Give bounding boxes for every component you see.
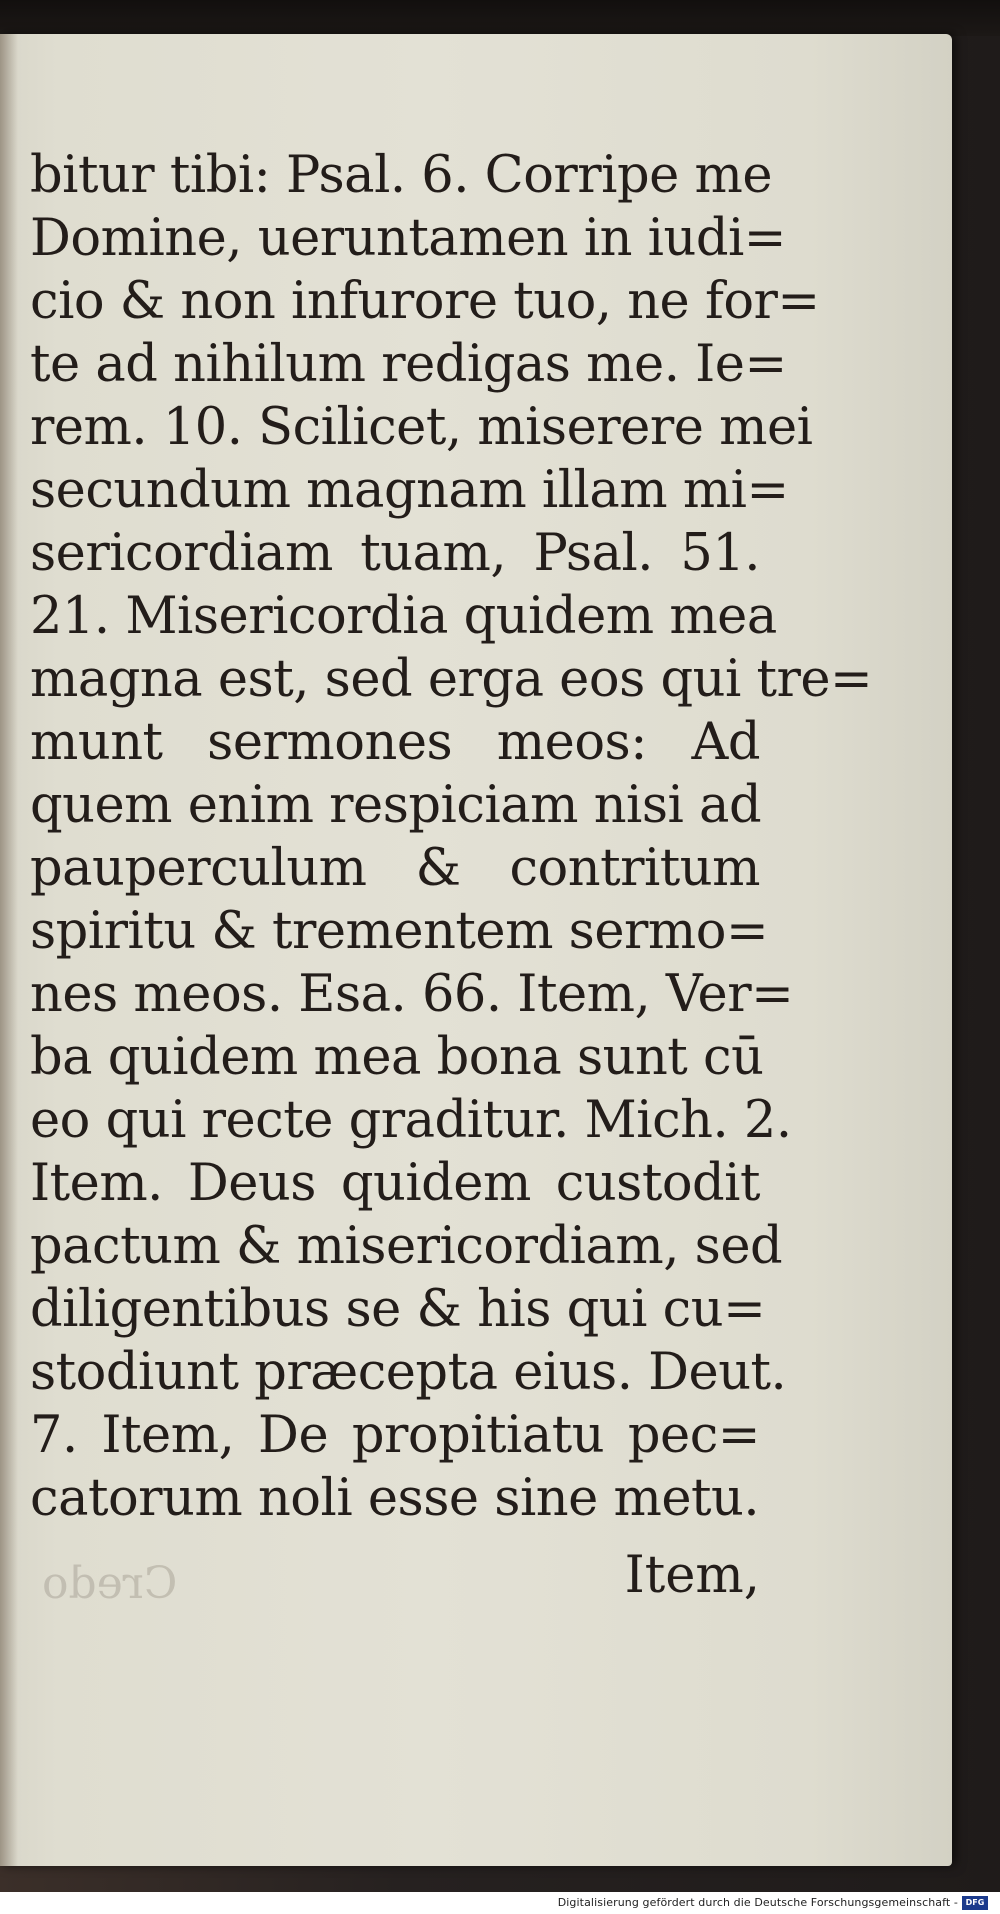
text-line: diligentibus se & his qui cu= bbox=[30, 1280, 766, 1339]
bleed-through-text: Credo bbox=[42, 1558, 178, 1609]
scan-top-edge bbox=[0, 0, 1000, 36]
dfg-logo-icon: DFG bbox=[962, 1896, 988, 1910]
text-line: catorum noli esse sine metu. bbox=[30, 1469, 760, 1528]
text-line: eo qui recte graditur. Mich. 2. bbox=[30, 1091, 792, 1150]
text-line: te ad nihilum redigas me. Ie= bbox=[30, 335, 787, 394]
text-line: nes meos. Esa. 66. Item, Ver= bbox=[30, 965, 794, 1024]
text-line: sericordiam tuam, Psal. 51. bbox=[30, 524, 760, 583]
text-line: 7. Item, De propitiatu pec= bbox=[30, 1406, 760, 1465]
text-line: secundum magnam illam mi= bbox=[30, 461, 789, 520]
catchword: Item, bbox=[624, 1546, 760, 1605]
text-line: ba quidem mea bona sunt cū bbox=[30, 1028, 764, 1087]
text-line: Item. Deus quidem custodit bbox=[30, 1154, 760, 1213]
text-line: cio & non infurore tuo, ne for= bbox=[30, 272, 820, 331]
catchword-row bbox=[30, 1544, 760, 1614]
text-line: munt sermones meos: Ad bbox=[30, 713, 760, 772]
text-line: 21. Misericordia quidem mea bbox=[30, 587, 777, 646]
text-line: pactum & misericordiam, sed bbox=[30, 1217, 783, 1276]
text-line: Domine, ueruntamen in iudi= bbox=[30, 209, 787, 268]
footer-credit: Digitalisierung gefördert durch die Deutsche Forschungsgemeinschaft - bbox=[557, 1896, 958, 1909]
text-line: stodiunt præcepta eius. Deut. bbox=[30, 1343, 787, 1402]
text-line: bitur tibi: Psal. 6. Corripe me bbox=[30, 146, 773, 205]
text-block bbox=[30, 144, 873, 1530]
text-line: rem. 10. Scilicet, miserere mei bbox=[30, 398, 813, 457]
book-page bbox=[0, 34, 952, 1866]
text-line: pauperculum & contritum bbox=[30, 839, 760, 898]
footer-bar bbox=[0, 1892, 1000, 1914]
text-line: magna est, sed erga eos qui tre= bbox=[30, 650, 873, 709]
text-line: spiritu & trementem sermo= bbox=[30, 902, 769, 961]
text-line: quem enim respiciam nisi ad bbox=[30, 776, 762, 835]
